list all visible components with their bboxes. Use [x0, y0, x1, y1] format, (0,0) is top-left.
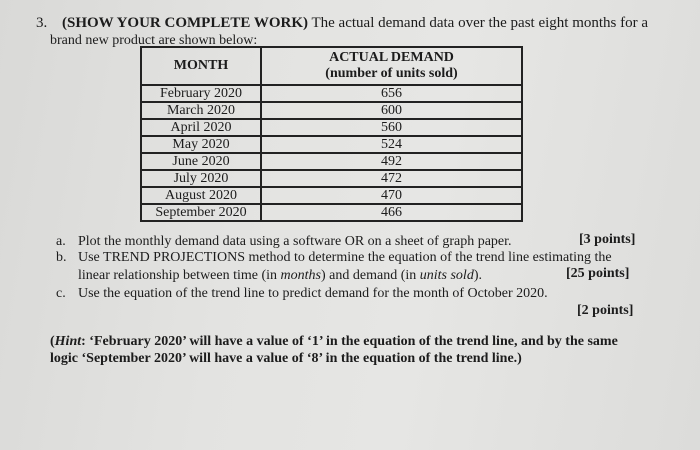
- question-intro: brand new product are shown below:: [50, 33, 258, 48]
- question-heading-text: The actual demand data over the past eight months for a: [308, 15, 649, 31]
- table-row: [141, 170, 522, 187]
- month-cell: August 2020: [141, 187, 261, 204]
- item-c-label: c.: [56, 286, 66, 301]
- item-b-line2: [78, 268, 482, 284]
- table-row: [141, 85, 522, 102]
- item-b-months: months: [280, 268, 321, 283]
- table-row: [141, 136, 522, 153]
- header-demand: [261, 47, 522, 85]
- table-row: [141, 187, 522, 204]
- item-a-points: [3 points]: [579, 232, 636, 247]
- demand-cell: 466: [261, 204, 522, 221]
- header-demand-line1: ACTUAL DEMAND: [329, 50, 454, 65]
- month-cell: March 2020: [141, 102, 261, 119]
- header-month: MONTH: [141, 47, 261, 85]
- month-cell: April 2020: [141, 119, 261, 136]
- header-demand-line2: (number of units sold): [325, 66, 458, 81]
- demand-cell: 600: [261, 102, 522, 119]
- hint-line-1: [50, 334, 618, 350]
- item-c-points: [2 points]: [577, 303, 634, 318]
- table-row: [141, 204, 522, 221]
- item-a-text: Plot the monthly demand data using a software OR on a sheet of graph paper.: [78, 234, 512, 249]
- item-b-label: b.: [56, 250, 67, 265]
- month-cell: June 2020: [141, 153, 261, 170]
- demand-table: [140, 46, 523, 222]
- item-b-line2-post: ).: [473, 268, 482, 283]
- month-cell: May 2020: [141, 136, 261, 153]
- demand-cell: 472: [261, 170, 522, 187]
- item-b-units: units sold: [419, 268, 474, 283]
- item-c-text: Use the equation of the trend line to predict demand for the month of October 2020.: [78, 286, 548, 301]
- item-b-line2-mid: ) and demand (in: [321, 268, 420, 283]
- item-b-text: Use TREND PROJECTIONS method to determine the equation of the trend line estimating the: [78, 250, 612, 265]
- month-cell: July 2020: [141, 170, 261, 187]
- demand-cell: 492: [261, 153, 522, 170]
- hint-open: (: [50, 334, 55, 349]
- item-a-label: a.: [56, 234, 66, 249]
- question-bold-label: (SHOW YOUR COMPLETE WORK): [62, 15, 308, 31]
- demand-cell: 656: [261, 85, 522, 102]
- table-row: [141, 153, 522, 170]
- demand-cell: 470: [261, 187, 522, 204]
- table-header-row: [141, 47, 522, 85]
- item-b-points: [25 points]: [566, 266, 630, 281]
- month-cell: September 2020: [141, 204, 261, 221]
- hint-label: Hint: [54, 334, 82, 349]
- hint-line1-text: : ‘February 2020’ will have a value of ‘1’ in the equation of the trend line, and by the same: [81, 334, 618, 349]
- item-b-line2-pre: linear relationship between time (in: [78, 268, 281, 283]
- month-cell: February 2020: [141, 85, 261, 102]
- question-number: 3.: [36, 15, 48, 31]
- hint-line-2: logic ‘September 2020’ will have a value of ‘8’ in the equation of the trend line.): [50, 351, 522, 366]
- table-row: [141, 119, 522, 136]
- question-heading: [62, 15, 648, 32]
- demand-cell: 560: [261, 119, 522, 136]
- table-row: [141, 102, 522, 119]
- demand-cell: 524: [261, 136, 522, 153]
